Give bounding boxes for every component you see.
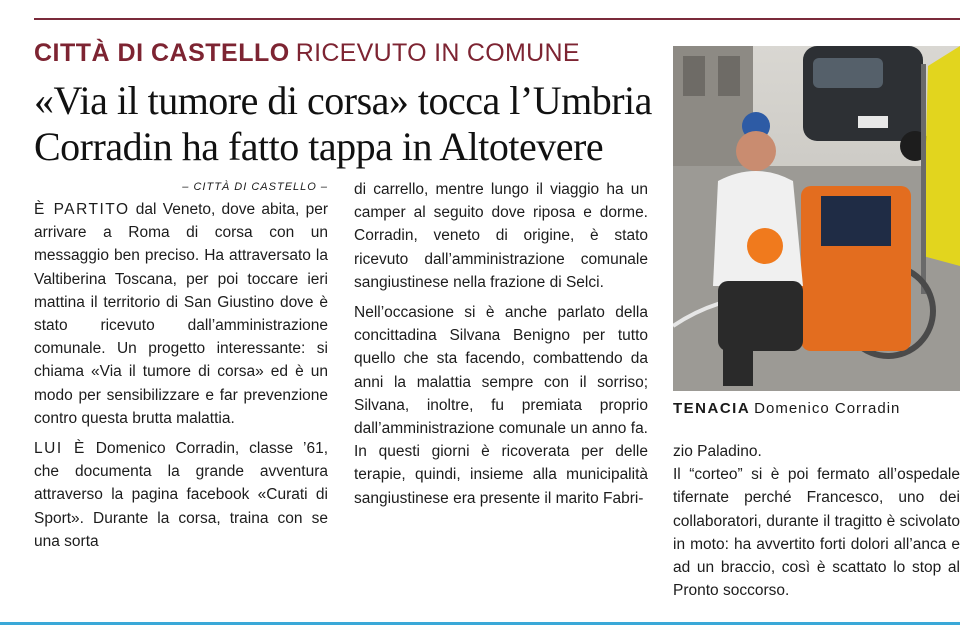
photo-caption [673, 400, 960, 417]
kicker-topic: RICEVUTO IN COMUNE [295, 39, 580, 67]
top-rule [34, 18, 960, 20]
headline [34, 78, 664, 170]
bottom-rule [0, 622, 960, 625]
article-column-1 [34, 178, 328, 553]
headline-line-1: «Via il tumore di corsa» tocca l’Umbria [34, 78, 652, 123]
paragraph [34, 437, 328, 553]
article-column-2 [354, 178, 648, 510]
paragraph: Il “corteo” si è poi fermato all’ospedale tifernate perché Francesco, uno dei collaboratori, durante il tragitto è scivolato in moto: ha avvertito forti dolori all’anca e ad un braccio, così è scattato lo stop al Pronto soccorso. [673, 466, 960, 600]
paragraph: zio Paladino. [673, 443, 762, 460]
kicker-place: CITTÀ DI CASTELLO [34, 39, 290, 67]
article-photo [673, 46, 960, 391]
paragraph-lead: LUI È [34, 440, 86, 458]
paragraph-text: dal Veneto, dove abita, per arrivare a Roma di corsa con un messaggio ben preciso. Ha attraversato la Valtiberina Toscana, per poi toccare ieri mattina il territorio di San Giustino dove è stato ricevuto dall’amministrazione comunale. Un progetto interessante: si chiama «Via il tumore di corsa» ed è un modo per sensibilizzare e far prevenzione contro questa brutta malattia. [34, 201, 328, 427]
paragraph-lead: È PARTITO [34, 201, 130, 218]
dateline: – CITTÀ DI CASTELLO – [182, 181, 328, 193]
paragraph: di carrello, mentre lungo il viaggio ha un camper al seguito dove riposa e dorme. Corradin, veneto di origine, è stato ricevuto dall’amministrazione comunale sangiustinese nella frazione di Selci. [354, 181, 648, 291]
paragraph [34, 198, 328, 430]
article-column-3 [673, 440, 960, 602]
paragraph: Nell’occasione si è anche parlato della concittadina Silvana Benigno per tutto quello che sta facendo, combattendo da anni la malattia sempre con il sorriso; Silvana, inoltre, fu premiata proprio dall’amministrazione comunale un anno fa. In questi giorni è ricoverata per delle terapie, quindi, insieme alla municipalità sangiustinese era presente il marito Fabri- [354, 304, 648, 507]
runner-with-cart-photo [673, 46, 960, 391]
headline-line-2: Corradin ha fatto tappa in Altotevere [34, 124, 604, 169]
paragraph-text: Domenico Corradin, classe ’61, che documenta la grande avventura attraverso la pagina facebook «Curati di Sport». Durante la corsa, traina con se una sorta [34, 440, 328, 550]
caption-name: Domenico Corradin [754, 400, 901, 417]
section-kicker [34, 38, 580, 68]
caption-label: TENACIA [673, 400, 751, 417]
